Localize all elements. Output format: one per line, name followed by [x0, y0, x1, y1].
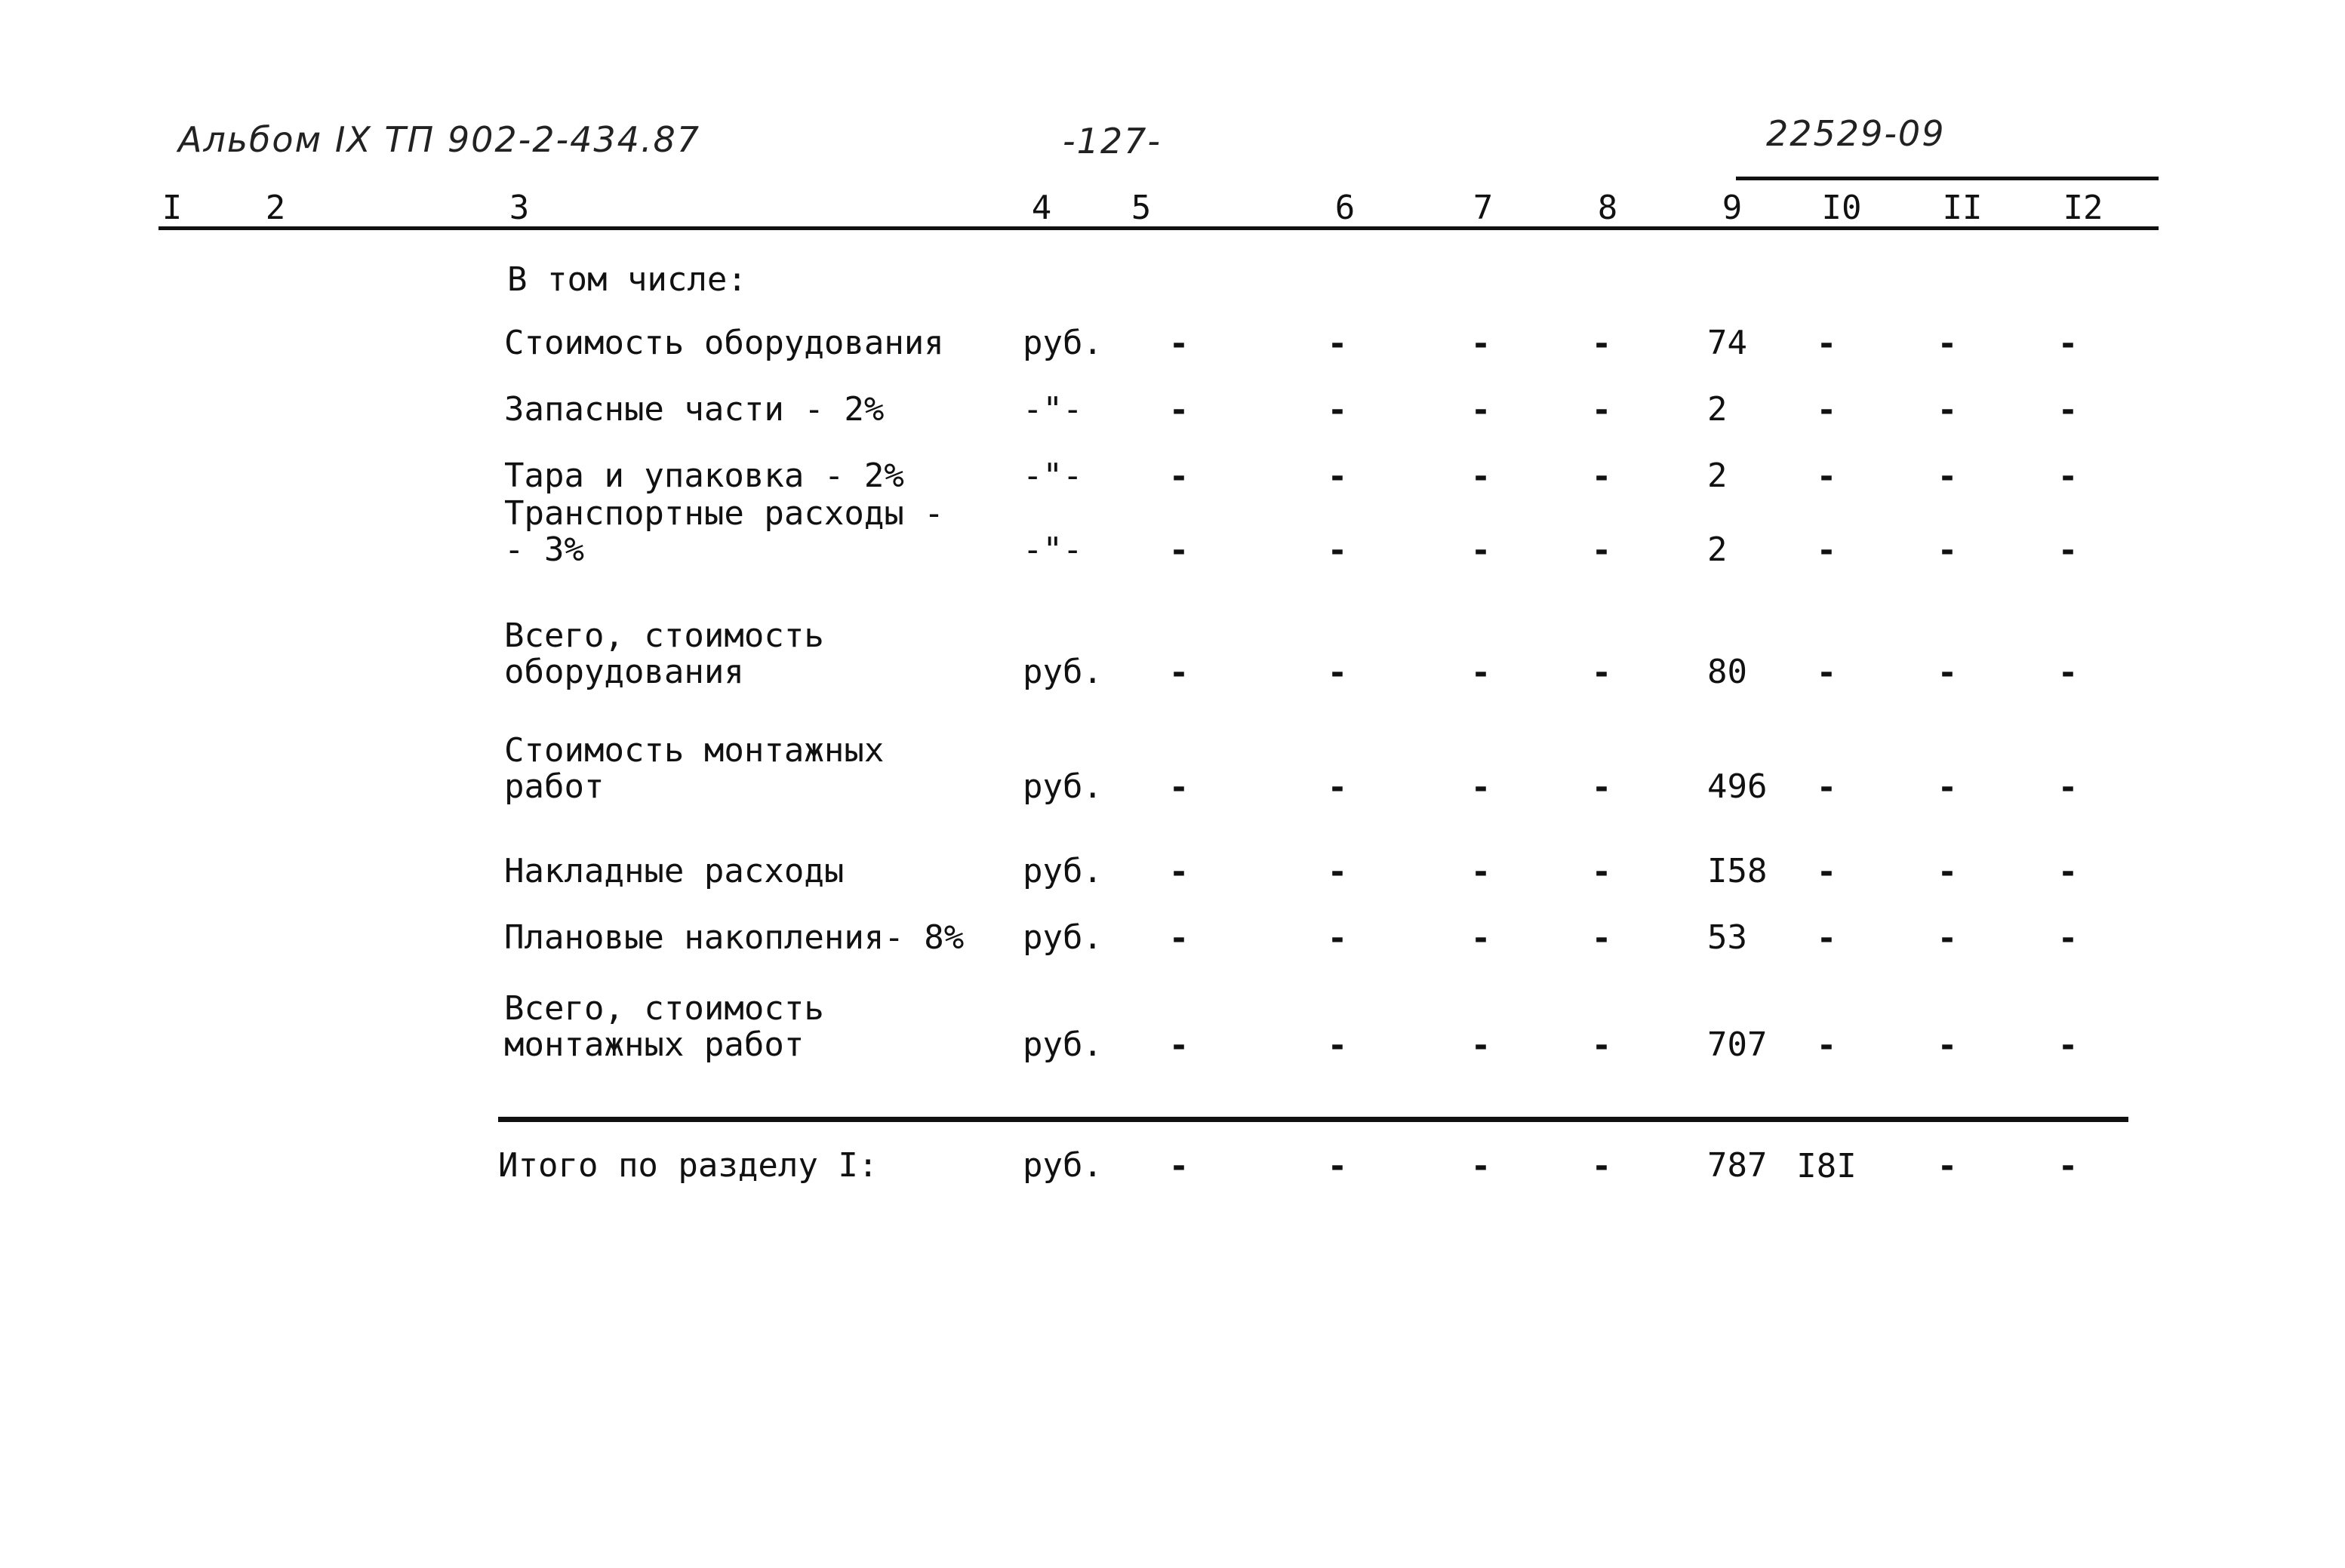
cell-c6: -: [1327, 457, 1348, 496]
row-label: оборудования: [504, 653, 744, 691]
cell-c6: -: [1327, 853, 1348, 891]
column-header: I0: [1821, 189, 1862, 227]
row-unit: руб.: [1023, 852, 1103, 890]
cell-c6: -: [1327, 919, 1348, 958]
cell-c10: -: [1816, 324, 1837, 363]
cell-c12: -: [2057, 853, 2079, 891]
column-header: 2: [265, 189, 286, 227]
cell-c9: 787: [1707, 1146, 1768, 1185]
cell-c9: 2: [1707, 457, 1728, 495]
cell-c6: -: [1327, 768, 1348, 807]
cell-c7: -: [1470, 457, 1491, 496]
cell-c10: I8I: [1796, 1147, 1857, 1185]
cell-c8: -: [1591, 1147, 1612, 1185]
row-label: Накладные расходы: [504, 852, 845, 890]
row-label: Всего, стоимость: [504, 616, 824, 655]
row-unit: руб.: [1023, 918, 1103, 957]
column-header: I: [162, 189, 183, 227]
cell-c7: -: [1470, 653, 1491, 692]
cell-c7: -: [1470, 531, 1491, 570]
cell-c8: -: [1591, 853, 1612, 891]
cell-c7: -: [1470, 1026, 1491, 1065]
cell-c6: -: [1327, 1026, 1348, 1065]
cell-c9: 2: [1707, 390, 1728, 429]
cell-c12: -: [2057, 1147, 2079, 1185]
cell-c10: -: [1816, 457, 1837, 496]
column-header: II: [1942, 189, 1983, 227]
row-label: Плановые накопления- 8%: [504, 918, 965, 957]
row-unit: руб.: [1023, 1025, 1103, 1064]
cell-c11: -: [1937, 457, 1958, 496]
column-header: 9: [1722, 189, 1743, 227]
cell-c8: -: [1591, 1026, 1612, 1065]
cell-c12: -: [2057, 653, 2079, 692]
cell-c5: -: [1168, 457, 1189, 496]
cell-c12: -: [2057, 457, 2079, 496]
row-unit: руб.: [1023, 767, 1103, 806]
column-header: 5: [1131, 189, 1152, 227]
cell-c5: -: [1168, 324, 1189, 363]
cell-c5: -: [1168, 653, 1189, 692]
cell-c12: -: [2057, 324, 2079, 363]
cell-c5: -: [1168, 531, 1189, 570]
cell-c11: -: [1937, 1147, 1958, 1185]
row-label: Стоимость оборудования: [504, 324, 944, 362]
cell-c10: -: [1816, 853, 1837, 891]
cell-c7: -: [1470, 919, 1491, 958]
cell-c9: I58: [1707, 852, 1768, 890]
cell-c8: -: [1591, 324, 1612, 363]
row-label: Запасные части - 2%: [504, 390, 885, 429]
cell-c11: -: [1937, 853, 1958, 891]
row-label: Тара и упаковка - 2%: [504, 457, 904, 495]
cell-c7: -: [1470, 1147, 1491, 1185]
cell-c11: -: [1937, 768, 1958, 807]
cell-c7: -: [1470, 391, 1491, 429]
cell-c8: -: [1591, 768, 1612, 807]
cell-c9: 707: [1707, 1025, 1768, 1064]
cell-c7: -: [1470, 768, 1491, 807]
cell-c12: -: [2057, 919, 2079, 958]
cell-c9: 2: [1707, 530, 1728, 569]
cell-c12: -: [2057, 531, 2079, 570]
cell-c8: -: [1591, 653, 1612, 692]
row-unit: -"-: [1023, 530, 1083, 569]
row-label: Транспортные расходы -: [504, 494, 944, 533]
row-label: работ: [504, 767, 605, 806]
row-unit: руб.: [1023, 653, 1103, 691]
cell-c5: -: [1168, 1026, 1189, 1065]
cell-c11: -: [1937, 1026, 1958, 1065]
cell-c10: -: [1816, 391, 1837, 429]
cell-c8: -: [1591, 531, 1612, 570]
cell-c7: -: [1470, 853, 1491, 891]
row-label: Всего, стоимость: [504, 989, 824, 1028]
row-unit: руб.: [1023, 324, 1103, 362]
cell-c9: 496: [1707, 767, 1768, 806]
cell-c11: -: [1937, 653, 1958, 692]
cell-c5: -: [1168, 391, 1189, 429]
cell-c9: 80: [1707, 653, 1747, 691]
page-number: -127-: [1063, 121, 1162, 161]
cell-c11: -: [1937, 531, 1958, 570]
header-top-rule: [1736, 177, 2159, 180]
column-header: 6: [1334, 189, 1356, 227]
cell-c6: -: [1327, 531, 1348, 570]
album-reference: Альбом IX ТП 902-2-434.87: [178, 119, 701, 160]
cell-c12: -: [2057, 768, 2079, 807]
cell-c10: -: [1816, 1026, 1837, 1065]
cell-c6: -: [1327, 324, 1348, 363]
cell-c9: 74: [1707, 324, 1747, 362]
cell-c8: -: [1591, 391, 1612, 429]
cell-c11: -: [1937, 391, 1958, 429]
cell-c10: -: [1816, 768, 1837, 807]
cell-c12: -: [2057, 391, 2079, 429]
cell-c9: 53: [1707, 918, 1747, 957]
cell-c5: -: [1168, 768, 1189, 807]
row-unit: -"-: [1023, 390, 1083, 429]
row-label: монтажных работ: [504, 1025, 805, 1064]
cell-c12: -: [2057, 1026, 2079, 1065]
cell-c10: -: [1816, 919, 1837, 958]
cell-c6: -: [1327, 1147, 1348, 1185]
cell-c5: -: [1168, 853, 1189, 891]
column-header: 3: [509, 189, 530, 227]
cell-c5: -: [1168, 1147, 1189, 1185]
cell-c5: -: [1168, 919, 1189, 958]
cell-c11: -: [1937, 919, 1958, 958]
cell-c10: -: [1816, 653, 1837, 692]
cell-c6: -: [1327, 653, 1348, 692]
row-label: Стоимость монтажных: [504, 731, 885, 770]
cell-c7: -: [1470, 324, 1491, 363]
cell-c6: -: [1327, 391, 1348, 429]
column-header: 8: [1597, 189, 1618, 227]
intro-text: В том числе:: [507, 260, 747, 299]
column-header: 7: [1473, 189, 1494, 227]
row-label: - 3%: [504, 530, 584, 569]
total-separator-rule: [498, 1117, 2128, 1122]
cell-c8: -: [1591, 919, 1612, 958]
row-unit: руб.: [1023, 1146, 1103, 1185]
cell-c11: -: [1937, 324, 1958, 363]
column-header: I2: [2063, 189, 2103, 227]
cell-c10: -: [1816, 531, 1837, 570]
column-header: 4: [1031, 189, 1052, 227]
document-code: 22529-09: [1766, 113, 1946, 154]
cell-c8: -: [1591, 457, 1612, 496]
row-unit: -"-: [1023, 457, 1083, 495]
total-label: Итого по разделу I:: [498, 1146, 879, 1185]
